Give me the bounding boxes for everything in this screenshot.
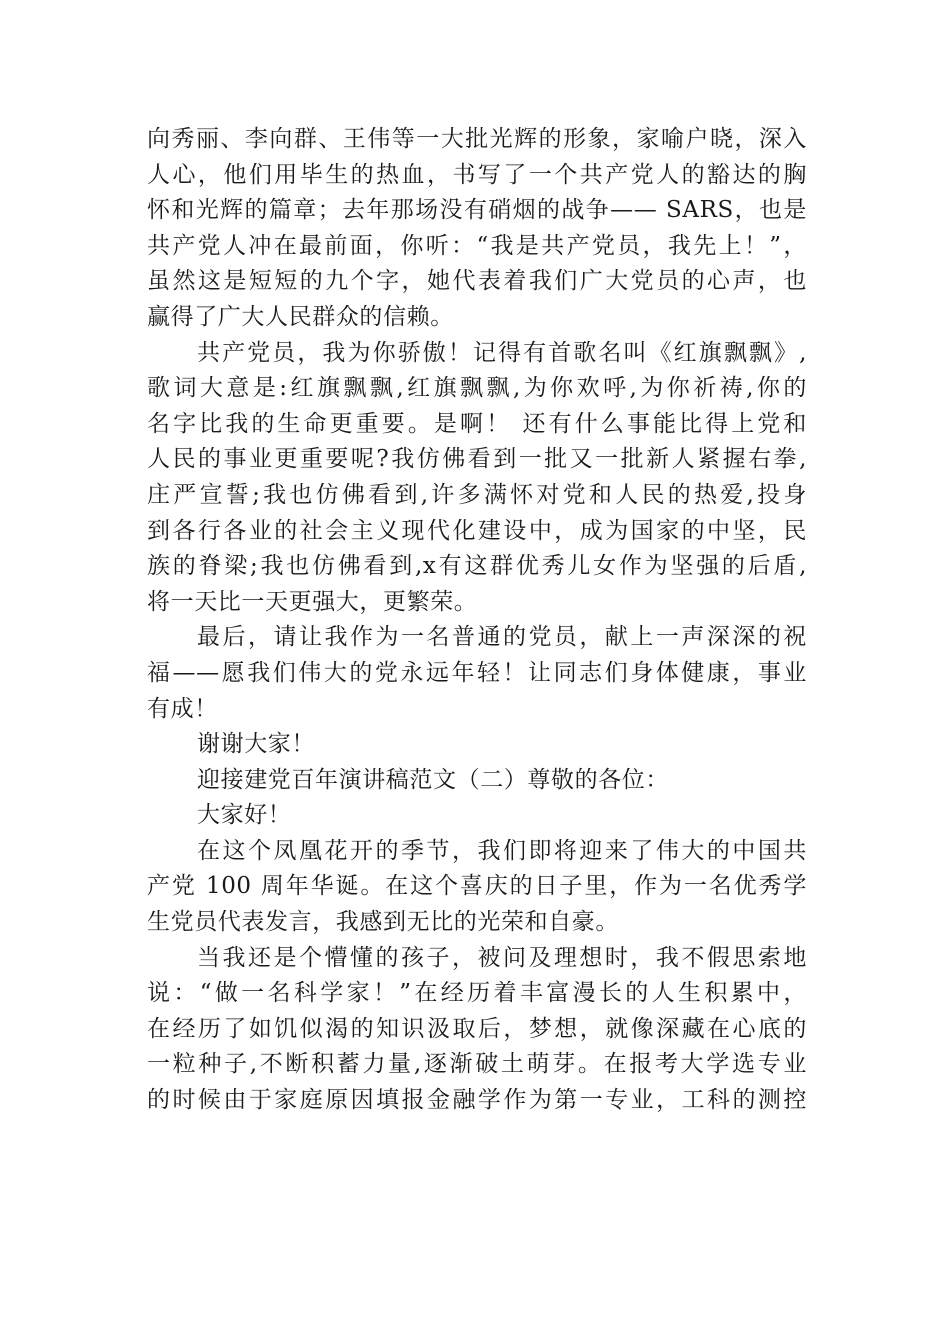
text-line: 大家好！ bbox=[197, 802, 292, 829]
paragraph bbox=[147, 763, 807, 799]
text-line: 最后，请让我作为一名普通的党员，献上一声深深的祝 bbox=[197, 624, 807, 651]
text-line: 怀和光辉的篇章；去年那场没有硝烟的战争—— SARS，也是 bbox=[147, 197, 807, 224]
text-line: 福——愿我们伟大的党永远年轻！让同志们身体健康，事业 bbox=[147, 659, 807, 686]
paragraph bbox=[147, 798, 807, 834]
text-line: 名字比我的生命更重要。是啊！ 还有什么事能比得上党和 bbox=[147, 410, 807, 437]
text-line: 向秀丽、李向群、王伟等一大批光辉的形象，家喻户晓，深入 bbox=[147, 126, 807, 152]
text-line: 人民的事业更重要呢?我仿佛看到一批又一批新人紧握右拳, bbox=[147, 446, 807, 473]
paragraph bbox=[147, 336, 807, 621]
text-line: 歌词大意是:红旗飘飘,红旗飘飘,为你欢呼,为你祈祷,你的 bbox=[147, 375, 807, 402]
text-line: 生党员代表发言，我感到无比的光荣和自豪。 bbox=[147, 909, 619, 936]
text-line: 在这个凤凰花开的季节，我们即将迎来了伟大的中国共 bbox=[197, 837, 807, 864]
text-line: 到各行各业的社会主义现代化建设中，成为国家的中坚，民 bbox=[147, 517, 807, 544]
text-line: 赢得了广大人民群众的信赖。 bbox=[147, 303, 454, 330]
text-line: 庄严宣誓;我也仿佛看到,许多满怀对党和人民的热爱,投身 bbox=[147, 481, 807, 508]
text-line: 将一天比一天更强大，更繁荣。 bbox=[147, 588, 478, 615]
text-line: 共产党员，我为你骄傲！记得有首歌名叫《红旗飘飘》, bbox=[197, 339, 807, 366]
text-line: 谢谢大家！ bbox=[197, 731, 315, 758]
text-line: 族的脊梁;我也仿佛看到,x有这群优秀儿女作为坚强的后盾, bbox=[147, 553, 807, 580]
text-line: 迎接建党百年演讲稿范文（二）尊敬的各位： bbox=[197, 766, 669, 793]
paragraph bbox=[147, 620, 807, 727]
text-line: 共产党人冲在最前面，你听：“我是共产党员，我先上！”， bbox=[147, 232, 807, 259]
paragraph bbox=[147, 834, 807, 941]
text-line: 在经历了如饥似渴的知识汲取后，梦想，就像深藏在心底的 bbox=[147, 1015, 807, 1042]
text-line: 虽然这是短短的九个字，她代表着我们广大党员的心声，也 bbox=[147, 268, 807, 295]
paragraph bbox=[147, 727, 807, 763]
paragraph bbox=[147, 941, 807, 1119]
paragraph bbox=[147, 122, 807, 336]
text-line: 一粒种子,不断积蓄力量,逐渐破土萌芽。在报考大学选专业 bbox=[147, 1051, 807, 1078]
text-line: 有成！ bbox=[147, 695, 218, 722]
text-line: 人心，他们用毕生的热血，书写了一个共产党人的豁达的胸 bbox=[147, 161, 807, 188]
text-line: 当我还是个懵懂的孩子，被问及理想时，我不假思索地 bbox=[197, 944, 807, 971]
text-line: 的时候由于家庭原因填报金融学作为第一专业，工科的测控 bbox=[147, 1087, 807, 1114]
text-line: 产党 100 周年华诞。在这个喜庆的日子里，作为一名优秀学 bbox=[147, 873, 807, 900]
text-line: 说：“做一名科学家！”在经历着丰富漫长的人生积累中， bbox=[147, 980, 807, 1007]
document-body bbox=[147, 122, 807, 1119]
